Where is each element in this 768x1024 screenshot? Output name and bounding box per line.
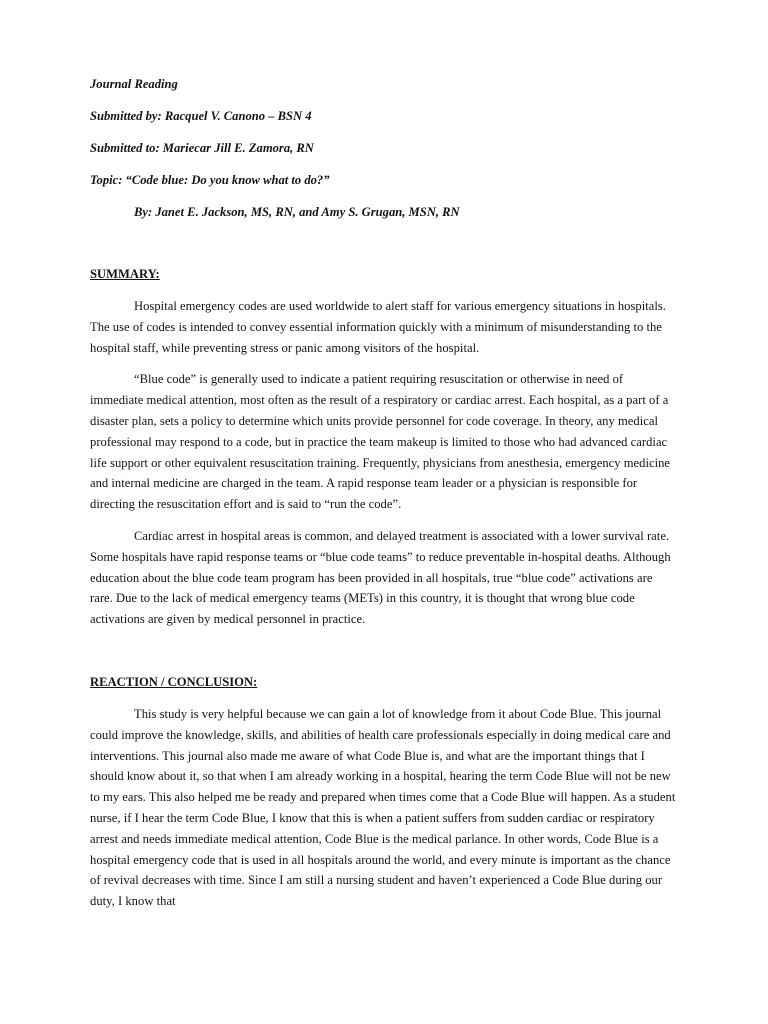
summary-paragraph: Cardiac arrest in hospital areas is common, and delayed treatment is associated with a lower survival rate. Some hospitals have rapid response teams or “blue code teams” to reduce preventable in-hospital deaths. Although education about the blue code team program has been provided in all hospitals, true “blue code” activations are rare. Due to the lack of medical emergency teams (METs) in this country, it is thought that wrong blue code activations are given by medical personnel in practice. bbox=[90, 528, 671, 627]
submitted-to-line: Submitted to: Mariecar Jill E. Zamora, RN bbox=[90, 141, 314, 155]
submitted-by-line: Submitted by: Racquel V. Canono – BSN 4 bbox=[90, 109, 312, 123]
summary-heading: SUMMARY: bbox=[90, 267, 160, 281]
reaction-heading: REACTION / CONCLUSION: bbox=[90, 674, 258, 689]
document-body bbox=[90, 74, 676, 912]
authors-line: By: Janet E. Jackson, MS, RN, and Amy S. Grugan, MSN, RN bbox=[134, 205, 460, 219]
topic-line: Topic: “Code blue: Do you know what to do?” bbox=[90, 173, 330, 187]
doc-type-heading: Journal Reading bbox=[90, 77, 178, 91]
reaction-paragraph: This study is very helpful because we can gain a lot of knowledge from it about Code Blue. This journal could improve the knowledge, skills, and abilities of health care professionals especially in doing medical care and interventions. This journal also made me aware of what Code Blue is, and what are the important things that I should know about it, so that when I am already working in a hospital, hearing the term Code Blue will not be new to my ears. This also helped me be ready and prepared when times come that a Code Blue will happen. As a student nurse, if I hear the term Code Blue, I know that this is when a patient suffers from sudden cardiac or respiratory arrest and needs immediate medical attention, Code Blue is the medical parlance. In other words, Code Blue is a hospital emergency code that is used in all hospitals around the world, and every minute is important as the chance of revival decreases with time. Since I am still a nursing student and haven’t experienced a Code Blue during our duty, I know that bbox=[90, 706, 676, 909]
summary-paragraph: “Blue code” is generally used to indicate a patient requiring resuscitation or otherwise in need of immediate medical attention, most often as the result of a respiratory or cardiac arrest. Each hospital, as a part of a disaster plan, sets a policy to determine which units provide personnel for code coverage. In theory, any medical professional may respond to a code, but in practice the team makeup is limited to those who had advanced cardiac life support or other equivalent resuscitation training. Frequently, physicians from anesthesia, emergency medicine and internal medicine are charged in the team. A rapid response team leader or a physician is responsible for directing the resuscitation effort and is said to “run the code”. bbox=[90, 372, 671, 512]
summary-paragraph: Hospital emergency codes are used worldwide to alert staff for various emergency situations in hospitals. The use of codes is intended to convey essential information quickly with a minimum of misunderstanding to the hospital staff, while preventing stress or panic among visitors of the hospital. bbox=[90, 299, 666, 355]
